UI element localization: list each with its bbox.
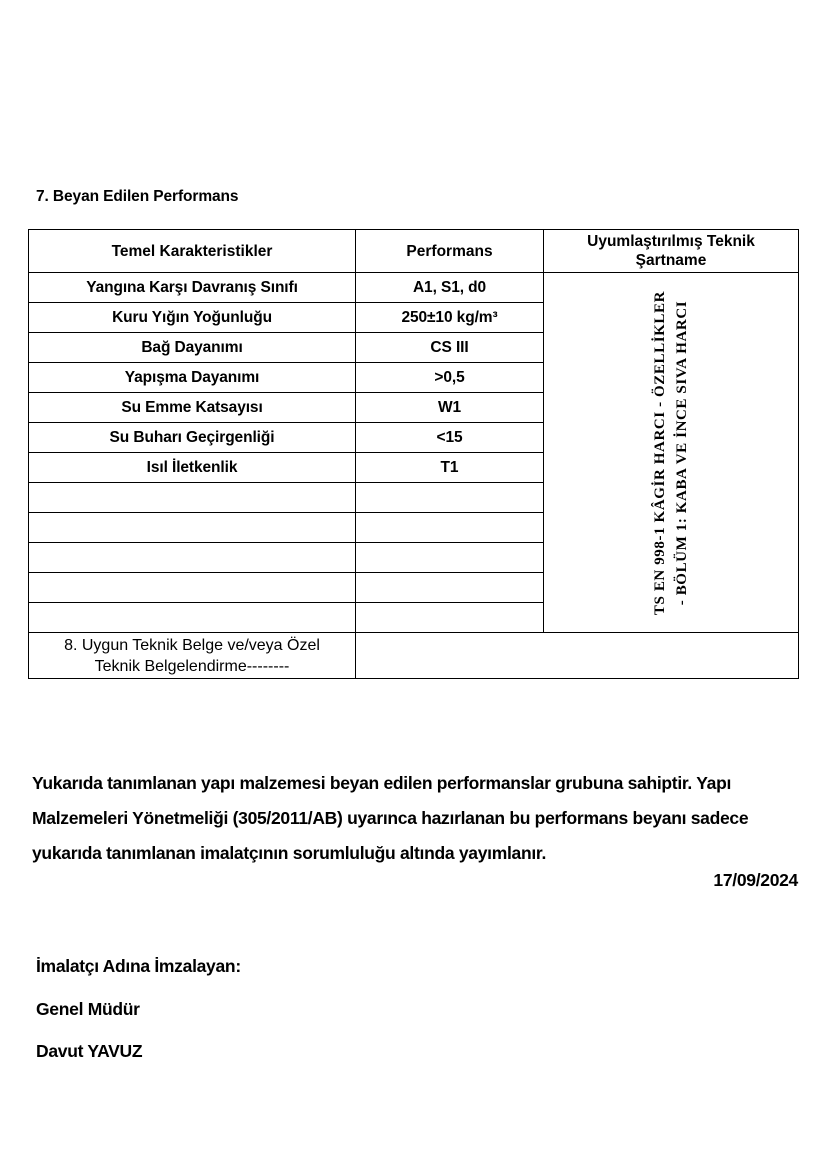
empty-characteristic-cell	[29, 543, 356, 573]
declaration-line: yukarıda tanımlanan imalatçının sorumluluğu altında yayımlanır.	[32, 843, 547, 863]
footer-empty-cell	[356, 633, 799, 679]
empty-performance-cell	[356, 483, 544, 513]
standard-reference-text	[649, 290, 693, 614]
performance-cell: A1, S1, d0	[356, 273, 544, 303]
header-performance	[356, 230, 544, 273]
characteristic-cell: Su Buharı Geçirgenliği	[29, 423, 356, 453]
signatory-heading: İmalatçı Adına İmzalayan:	[36, 956, 241, 976]
characteristic-cell: Yapışma Dayanımı	[29, 363, 356, 393]
signatory-title: Genel Müdür	[36, 999, 140, 1019]
header-standard-label: Uyumlaştırılmış Teknik Şartname	[587, 233, 755, 269]
empty-characteristic-cell	[29, 573, 356, 603]
header-standard	[544, 230, 799, 273]
header-characteristics-label: Temel Karakteristikler	[111, 242, 273, 260]
empty-performance-cell	[356, 543, 544, 573]
characteristic-cell: Isıl İletkenlik	[29, 453, 356, 483]
empty-performance-cell	[356, 573, 544, 603]
performance-table	[28, 229, 799, 679]
characteristic-cell: Kuru Yığın Yoğunluğu	[29, 303, 356, 333]
signatory-name: Davut YAVUZ	[36, 1041, 143, 1061]
standard-reference-line-2: - BÖLÜM 1: KABA VE İNCE SIVA HARCI	[674, 300, 690, 605]
empty-performance-cell	[356, 603, 544, 633]
footer-label-line-1: 8. Uygun Teknik Belge ve/veya Özel	[64, 636, 320, 654]
performance-cell: W1	[356, 393, 544, 423]
empty-characteristic-cell	[29, 483, 356, 513]
performance-cell: >0,5	[356, 363, 544, 393]
table-row	[29, 273, 799, 303]
section-7-heading: 7. Beyan Edilen Performans	[36, 188, 239, 205]
characteristic-cell: Su Emme Katsayısı	[29, 393, 356, 423]
performance-cell: 250±10 kg/m³	[356, 303, 544, 333]
declaration-line: Malzemeleri Yönetmeliği (305/2011/AB) uyarınca hazırlanan bu performans beyanı sadece	[32, 808, 749, 828]
declaration-date: 17/09/2024	[713, 870, 798, 890]
characteristic-cell: Bağ Dayanımı	[29, 333, 356, 363]
empty-characteristic-cell	[29, 513, 356, 543]
performance-cell: <15	[356, 423, 544, 453]
header-performance-label: Performans	[406, 242, 493, 260]
footer-label-line-2: Teknik Belgelendirme--------	[94, 657, 290, 675]
header-characteristics	[29, 230, 356, 273]
standard-reference-cell	[544, 273, 799, 633]
performance-cell: T1	[356, 453, 544, 483]
declaration-paragraph	[32, 766, 748, 871]
table-header-row	[29, 230, 799, 273]
table-footer-row	[29, 633, 799, 679]
performance-cell: CS III	[356, 333, 544, 363]
empty-performance-cell	[356, 513, 544, 543]
declaration-line: Yukarıda tanımlanan yapı malzemesi beyan edilen performanslar grubuna sahiptir. Yapı	[32, 773, 732, 793]
standard-reference-line-1: TS EN 998-1 KÂGİR HARCI - ÖZELLİKLER	[652, 290, 668, 615]
footer-label-cell	[29, 633, 356, 679]
empty-characteristic-cell	[29, 603, 356, 633]
characteristic-cell: Yangına Karşı Davranış Sınıfı	[29, 273, 356, 303]
